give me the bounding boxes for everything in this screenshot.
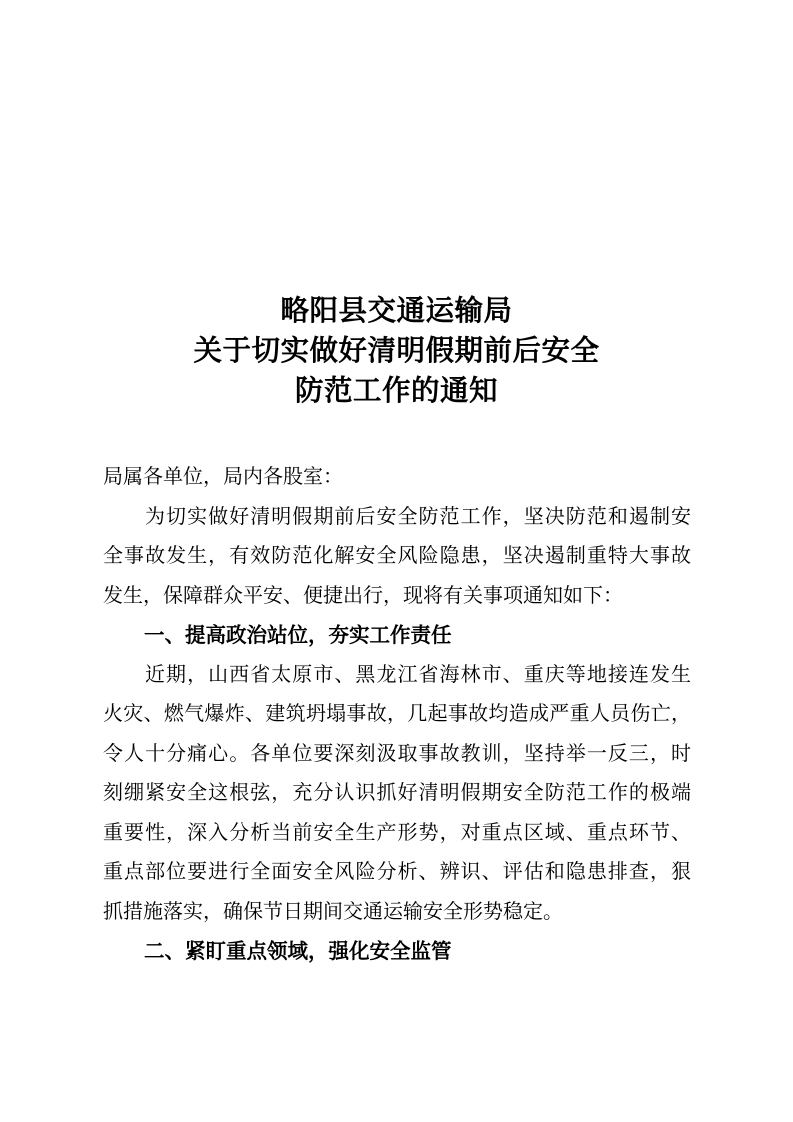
paragraph-2-line: 近期，山西省太原市、黑龙江省海林市、重庆等地接连发生 [145,663,691,686]
title-line-2: 关于切实做好清明假期前后安全 [193,336,600,367]
paragraph-2-line: 抓措施落实，确保节日期间交通运输安全形势稳定。 [103,900,563,923]
paragraph-2-line: 令人十分痛心。各单位要深刻汲取事故教训，坚持举一反三，时 [103,742,691,765]
title-line-3: 防范工作的通知 [294,376,498,407]
section-heading-1: 一、提高政治站位，夯实工作责任 [144,624,452,647]
document-title [0,292,793,412]
title-line-1: 略阳县交通运输局 [280,296,513,327]
document-body [103,458,691,972]
paragraph-2-line: 火灾、燃气爆炸、建筑坍塌事故，几起事故均造成严重人员伤亡， [103,703,691,725]
paragraph-2-line: 刻绷紧安全这根弦，充分认识抓好清明假期安全防范工作的极端 [103,782,691,804]
paragraph-1-line: 为切实做好清明假期前后安全防范工作，坚决防范和遏制安 [145,505,691,528]
salutation: 局属各单位，局内各股室： [103,466,343,488]
paragraph-2-line: 重要性，深入分析当前安全生产形势，对重点区域、重点环节、 [103,821,691,844]
paragraph-2-line: 重点部位要进行全面安全风险分析、辨识、评估和隐患排查，狠 [103,861,691,883]
section-heading-2: 二、紧盯重点领域，强化安全监管 [144,940,452,963]
paragraph-1-line: 发生，保障群众平安、便捷出行，现将有关事项通知如下： [103,584,623,607]
paragraph-1-line: 全事故发生，有效防范化解安全风险隐患，坚决遏制重特大事故 [103,545,691,567]
